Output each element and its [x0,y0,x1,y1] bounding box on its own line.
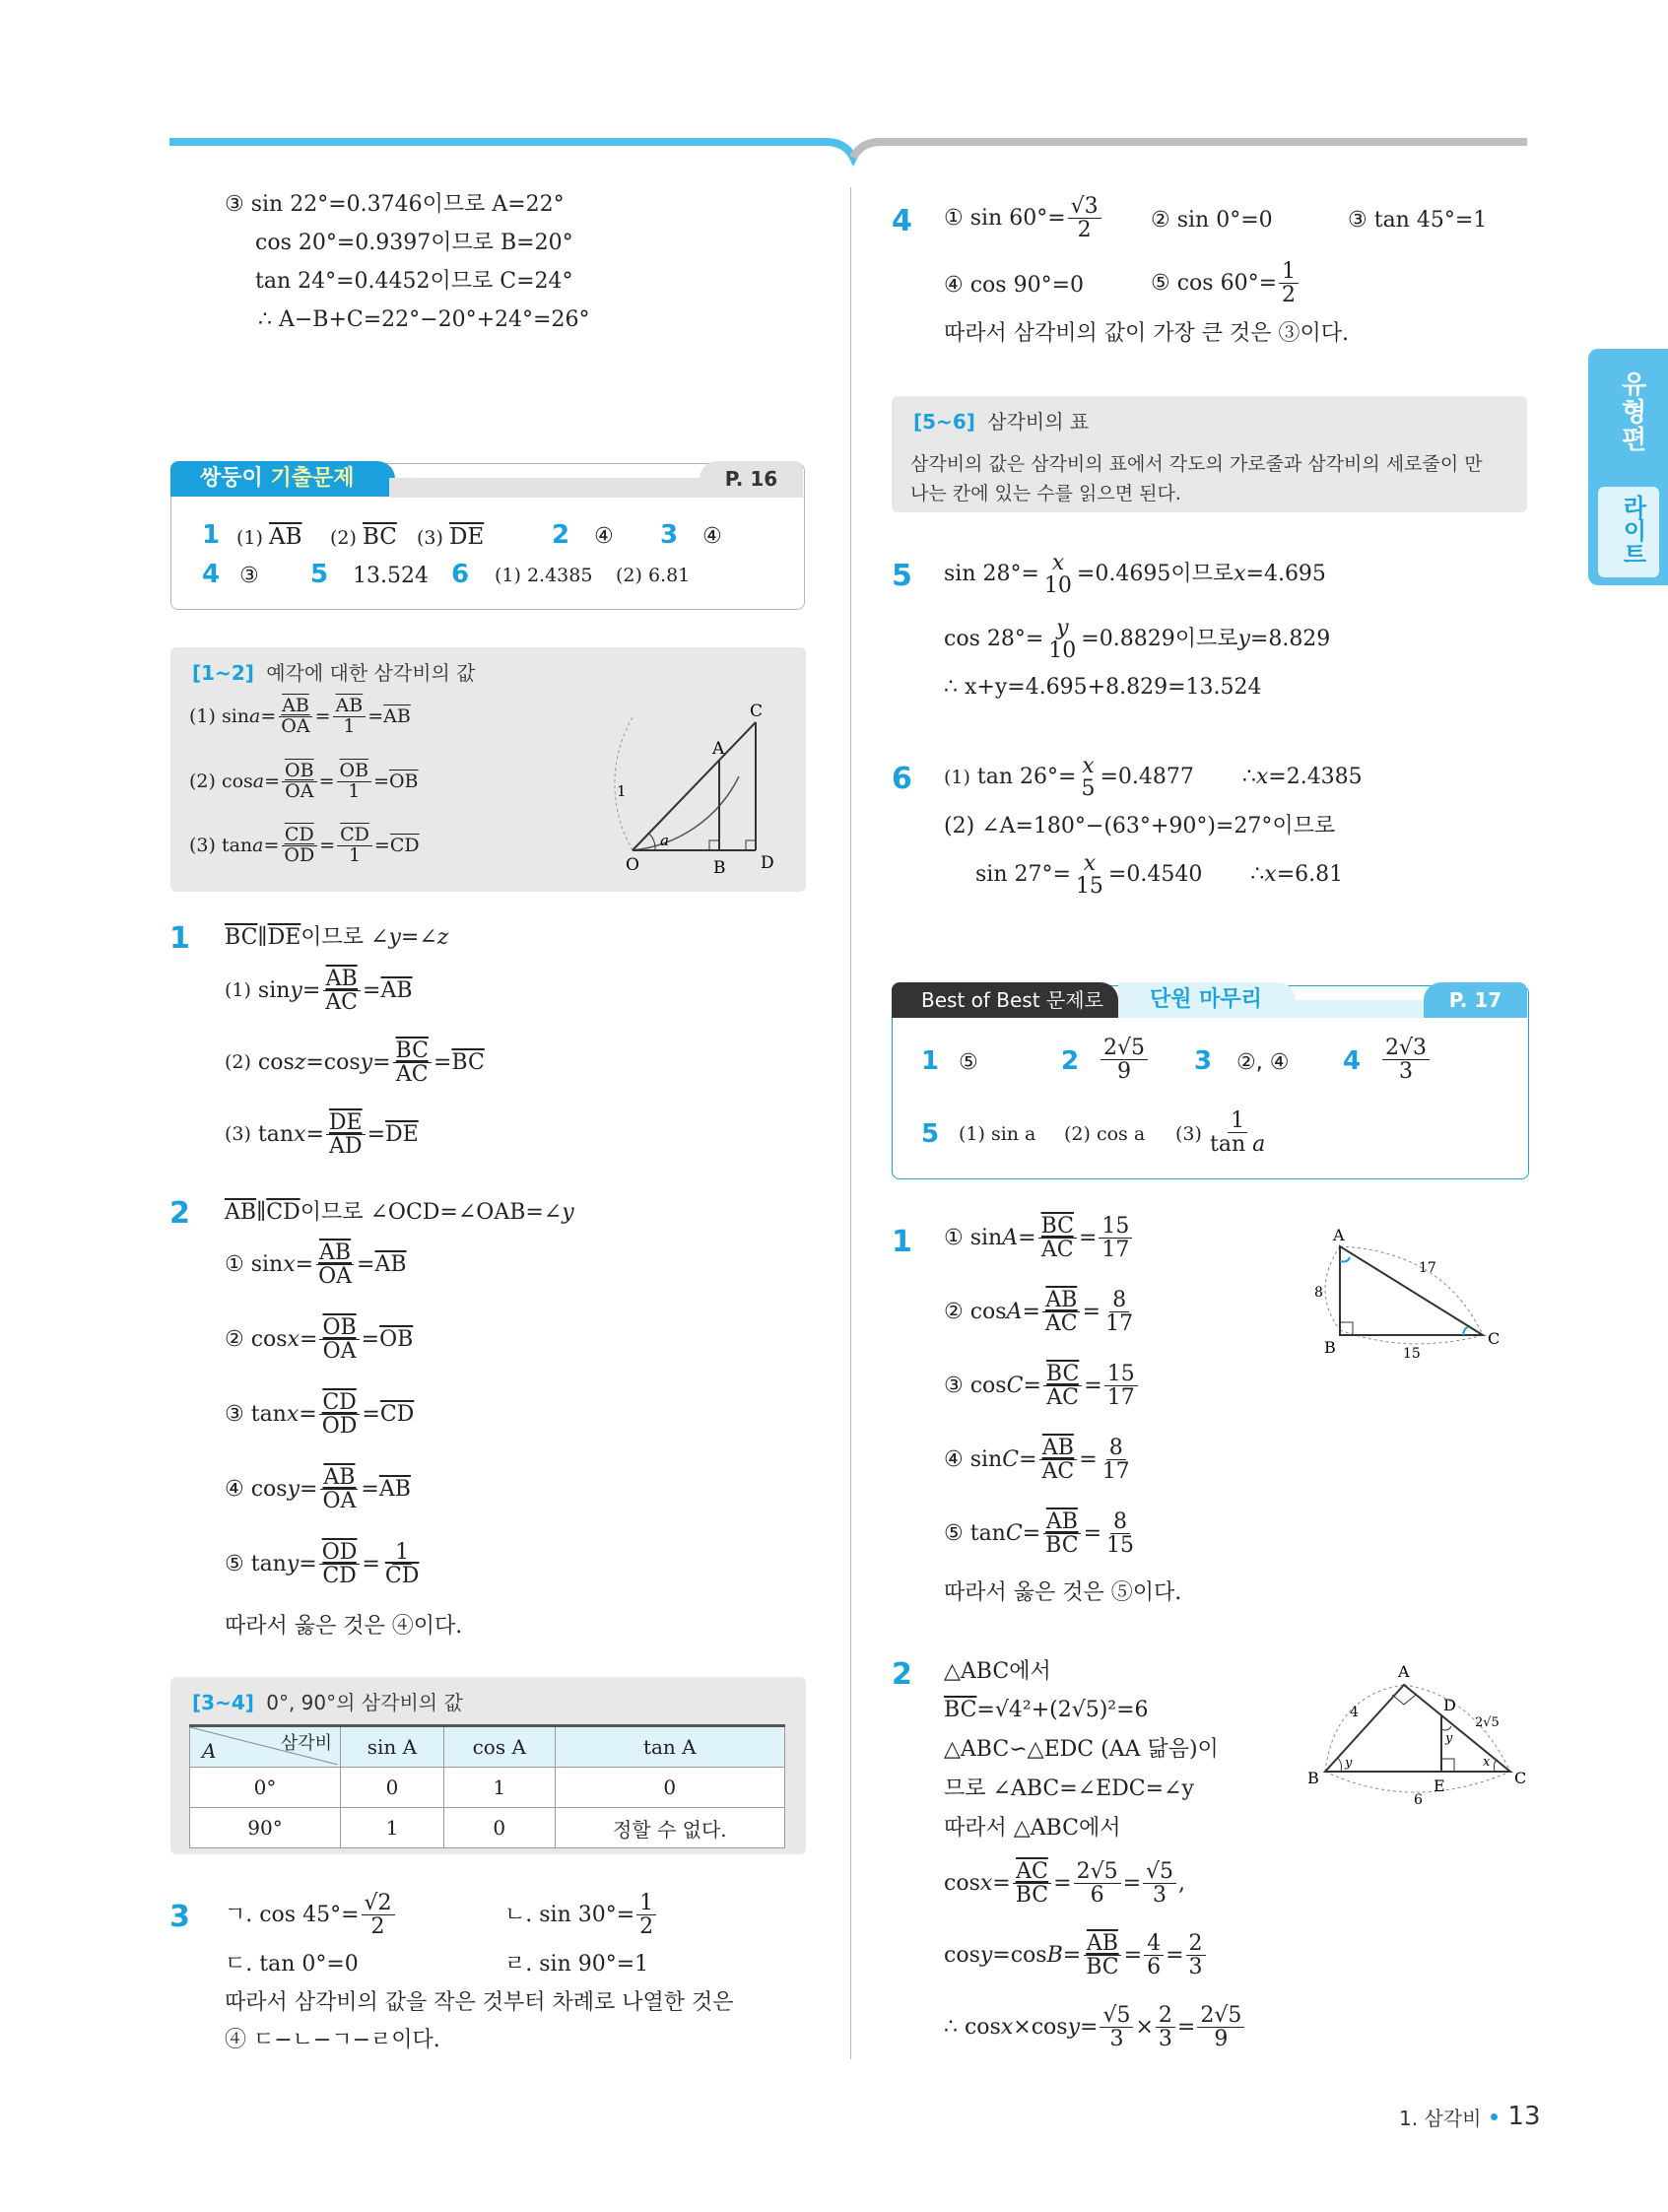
q2-line3: △ABC∽△EDC (AA 닮음)이 [944,1737,1219,1762]
q2-fig-D: D [1443,1696,1456,1714]
left-top-line3: tan 24°=0.4452이므로 C=24° [255,269,573,294]
box-1-2-sin: (1) sin a = $\overline{AB}$ $\overline{OA}$ = $\overline{AB}$ 1 = $\overline{AB}$ [189,695,411,737]
fig-label-D: D [761,853,774,873]
p2-opt4: ④ cos y = $\overline{AB}$ $\overline{OA}$ = $\overline{AB}$ [225,1465,411,1514]
table-corner: A 삼각비 [190,1726,341,1768]
p5-number: 5 [892,559,912,593]
p3-number: 3 [169,1900,190,1934]
q1-opt1: ① sin A = $\overline{BC}$ $\overline{AC}$ = 15 17 [944,1215,1134,1261]
q1-fig-ac: 17 [1419,1260,1436,1276]
q2-triangle-figure [1305,1655,1532,1813]
p3-opt-a: ㄱ. cos 45°= √2 2 [225,1892,397,1938]
p4-opt4: ④ cos 90°=0 [944,273,1085,298]
side-tab[interactable] [1588,349,1668,585]
best-row2: 5 (1) sin a (2) cos a (3) 1 tan a [921,1108,1266,1158]
q2-line5: 따라서 △ABC에서 [944,1816,1121,1841]
q2-line6: cos x = $\overline{AC}$ $\overline{BC}$ = 2√5 6 = √5 3 , [944,1859,1186,1909]
q2-line2: $\overline{BC}=√4^2+(2√5)^2=6$ [944,1698,1149,1722]
q2-fig-x: x [1483,1755,1491,1770]
q2-line1: △ABC에서 [944,1659,1051,1684]
q1-fig-bc: 15 [1403,1346,1421,1360]
p6-line1: (1) tan 26°= x 5 =0.4877 ∴ x =2.4385 [944,754,1363,802]
p3-line1: 따라서 삼각비의 값을 작은 것부터 차례로 나열한 것은 [225,1990,734,2015]
p4-opt2: ② sin 0°=0 [1151,208,1273,233]
p2-conclusion: 따라서 옳은 것은 ④이다. [225,1614,463,1639]
twin-row1: 1 (1) $\overline{AB}$ (2) $\overline{BC}$ (3) $\overline{DE}$ 2 ④ 3 ④ [202,520,722,550]
box-1-2-title: [1~2] 예각에 대한 삼각비의 값 [192,661,476,685]
q2-fig-dc: 2√5 [1475,1715,1500,1730]
p5-line2: cos 28°= y 10 =0.8829이므로 y =8.829 [944,616,1331,664]
q2-number: 2 [892,1657,912,1692]
box-5-6-body1: 삼각비의 값은 삼각비의 표에서 각도의 가로줄과 삼각비의 세로줄이 만 [910,453,1483,475]
q1-fig-B: B [1324,1338,1336,1357]
fig-label-B: B [713,858,726,878]
box-1-2-cos: (2) cos a = $\overline{OB}$ $\overline{OA}$ = $\overline{OB}$ 1 = $\overline{OB}$ [189,760,419,802]
twin-row2: 4 ③ 5 13.524 6 (1) 2.4385 (2) 6.81 [202,560,691,589]
p5-line3: ∴ x+y=4.695+8.829=13.524 [944,675,1262,700]
header-bar [0,128,1668,168]
p2-number: 2 [169,1196,190,1231]
q2-fig-A: A [1398,1662,1410,1681]
footer-chapter: 1. 삼각비 [1399,2106,1482,2130]
q2-fig-y2: y [1445,1731,1453,1746]
q2-fig-E: E [1434,1776,1445,1795]
p4-conclusion: 따라서 삼각비의 값이 가장 큰 것은 ③이다. [944,321,1349,346]
q1-opt4: ④ sin C = $\overline{AB}$ $\overline{AC}$ = 8 17 [944,1436,1130,1485]
p6-number: 6 [892,762,912,796]
q2-line7: cos y =cos B = $\overline{AB}$ $\overline{BC}$ = 4 6 = 2 3 [944,1932,1208,1978]
p3-opt-b: ㄴ. sin 30°= 1 2 [504,1892,658,1938]
p2-opt5: ⑤ tan y = $\overline{OD}$ $\overline{CD}$ = 1 $\overline{CD}$ [225,1540,420,1589]
p1-head: $\overline{BC}\parallel\overline{DE}$이므로 ∠y=∠z [225,925,449,950]
p2-head: $\overline{AB}\parallel\overline{CD}$이므로 ∠OCD=∠OAB=∠y [225,1200,574,1225]
q2-fig-C: C [1514,1769,1527,1787]
fig-label-a: a [660,832,669,849]
quarter-circle-figure [611,703,788,880]
q2-line8: ∴ cos x ×cos y = √5 3 × 2 3 = 2√5 9 [944,2004,1246,2050]
side-tab-top: 유형편 [1617,370,1646,453]
q2-fig-y: y [1345,1756,1353,1771]
trig-value-table: A 삼각비 sin A cos A tan A 0° 0 1 0 90° 1 0 정할 수 없다. [189,1724,785,1848]
q2-line4: 므로 ∠ABC=∠EDC=∠y [944,1776,1194,1801]
q1-opt5: ⑤ tan C = $\overline{AB}$ $\overline{BC}$ = 8 15 [944,1509,1134,1559]
q1-triangle-figure [1301,1222,1527,1360]
best-tab-b: 단원 마무리 [1118,982,1296,1018]
footer-page: 13 [1507,2102,1541,2131]
p2-opt1: ① sin x = $\overline{AB}$ $\overline{OA}$ = $\overline{AB}$ [225,1240,407,1290]
column-divider [850,187,851,2059]
twin-page: P. 16 [700,461,803,497]
q1-opt2: ② cos A = $\overline{AB}$ $\overline{AC}$ = 8 17 [944,1288,1134,1337]
best-tab-a: Best of Best 문제로 [892,982,1118,1018]
p6-line2: (2) ∠A=180°−(63°+90°)=27°이므로 [944,814,1336,838]
q1-opt3: ③ cos C = $\overline{BC}$ $\overline{AC}$ = 15 17 [944,1363,1140,1409]
q1-fig-ab: 8 [1314,1285,1323,1301]
footer [1399,2102,1541,2131]
left-top-line4: ∴ A−B+C=22°−20°+24°=26° [258,307,590,332]
p5-line1: sin 28°= x 10 =0.4695이므로 x =4.695 [944,551,1326,599]
box-5-6-body2: 나는 칸에 있는 수를 읽으면 된다. [910,483,1181,504]
twin-title [170,461,395,497]
p3-line2: ④ ㄷ−ㄴ−ㄱ−ㄹ이다. [225,2028,440,2052]
p1-number: 1 [169,921,190,956]
footer-dot [1491,2113,1498,2120]
p4-opt3: ③ tan 45°=1 [1348,208,1488,233]
q2-fig-ab: 4 [1350,1705,1359,1720]
left-top-line1: ③ sin 22°=0.3746이므로 A=22° [225,192,565,217]
p1-line3: (3) tan x = $\overline{DE}$ $\overline{AD}$ = $\overline{DE}$ [225,1110,419,1160]
p2-opt2: ② cos x = $\overline{OB}$ $\overline{OA}$ = $\overline{OB}$ [225,1315,414,1365]
p4-opt5: ⑤ cos 60°= 1 2 [1151,260,1301,306]
fig-label-C: C [750,703,764,721]
p2-opt3: ③ tan x = $\overline{CD}$ $\overline{OD}$ = $\overline{CD}$ [225,1390,415,1440]
left-top-line2: cos 20°=0.9397이므로 B=20° [255,231,573,255]
q2-fig-B: B [1307,1769,1319,1787]
best-row1: 1 ⑤ 2 2√5 9 3 ②, ④ 4 2√3 3 [921,1033,1512,1092]
q2-fig-bc: 6 [1414,1792,1423,1808]
q1-number: 1 [892,1225,912,1259]
p1-line2: (2) cos z =cos y = $\overline{BC}$ $\overline{AC}$ = $\overline{BC}$ [225,1039,485,1088]
p3-opt-c: ㄷ. tan 0°=0 [225,1952,359,1977]
p3-opt-d: ㄹ. sin 90°=1 [504,1952,649,1977]
box-1-2-tan: (3) tan a = $\overline{CD}$ $\overline{OD}$ = $\overline{CD}$ 1 = $\overline{CD}$ [189,824,420,866]
best-page: P. 17 [1424,982,1527,1018]
q1-fig-A: A [1333,1226,1345,1244]
q1-fig-C: C [1488,1329,1501,1348]
p1-line1: (1) sin y = $\overline{AB}$ $\overline{AC}$ = $\overline{AB}$ [225,967,413,1016]
box-5-6-title: [5~6] 삼각비의 표 [913,410,1090,434]
fig-label-1: 1 [617,782,627,800]
twin-title-b: 기출문제 [270,466,355,491]
q1-conclusion: 따라서 옳은 것은 ⑤이다. [944,1580,1182,1605]
p6-line3: sin 27°= x 15 =0.4540 ∴ x =6.81 [975,851,1344,900]
p4-number: 4 [892,204,912,238]
fig-label-A: A [712,739,725,759]
box-3-4-title: [3~4] 0°, 90°의 삼각비의 값 [192,1691,463,1714]
fig-label-O: O [626,855,639,875]
p4-opt1: ① sin 60°= √3 2 [944,195,1103,241]
side-tab-bottom: 라이트 [1619,495,1646,566]
twin-title-a: 쌍둥이 [200,466,263,491]
